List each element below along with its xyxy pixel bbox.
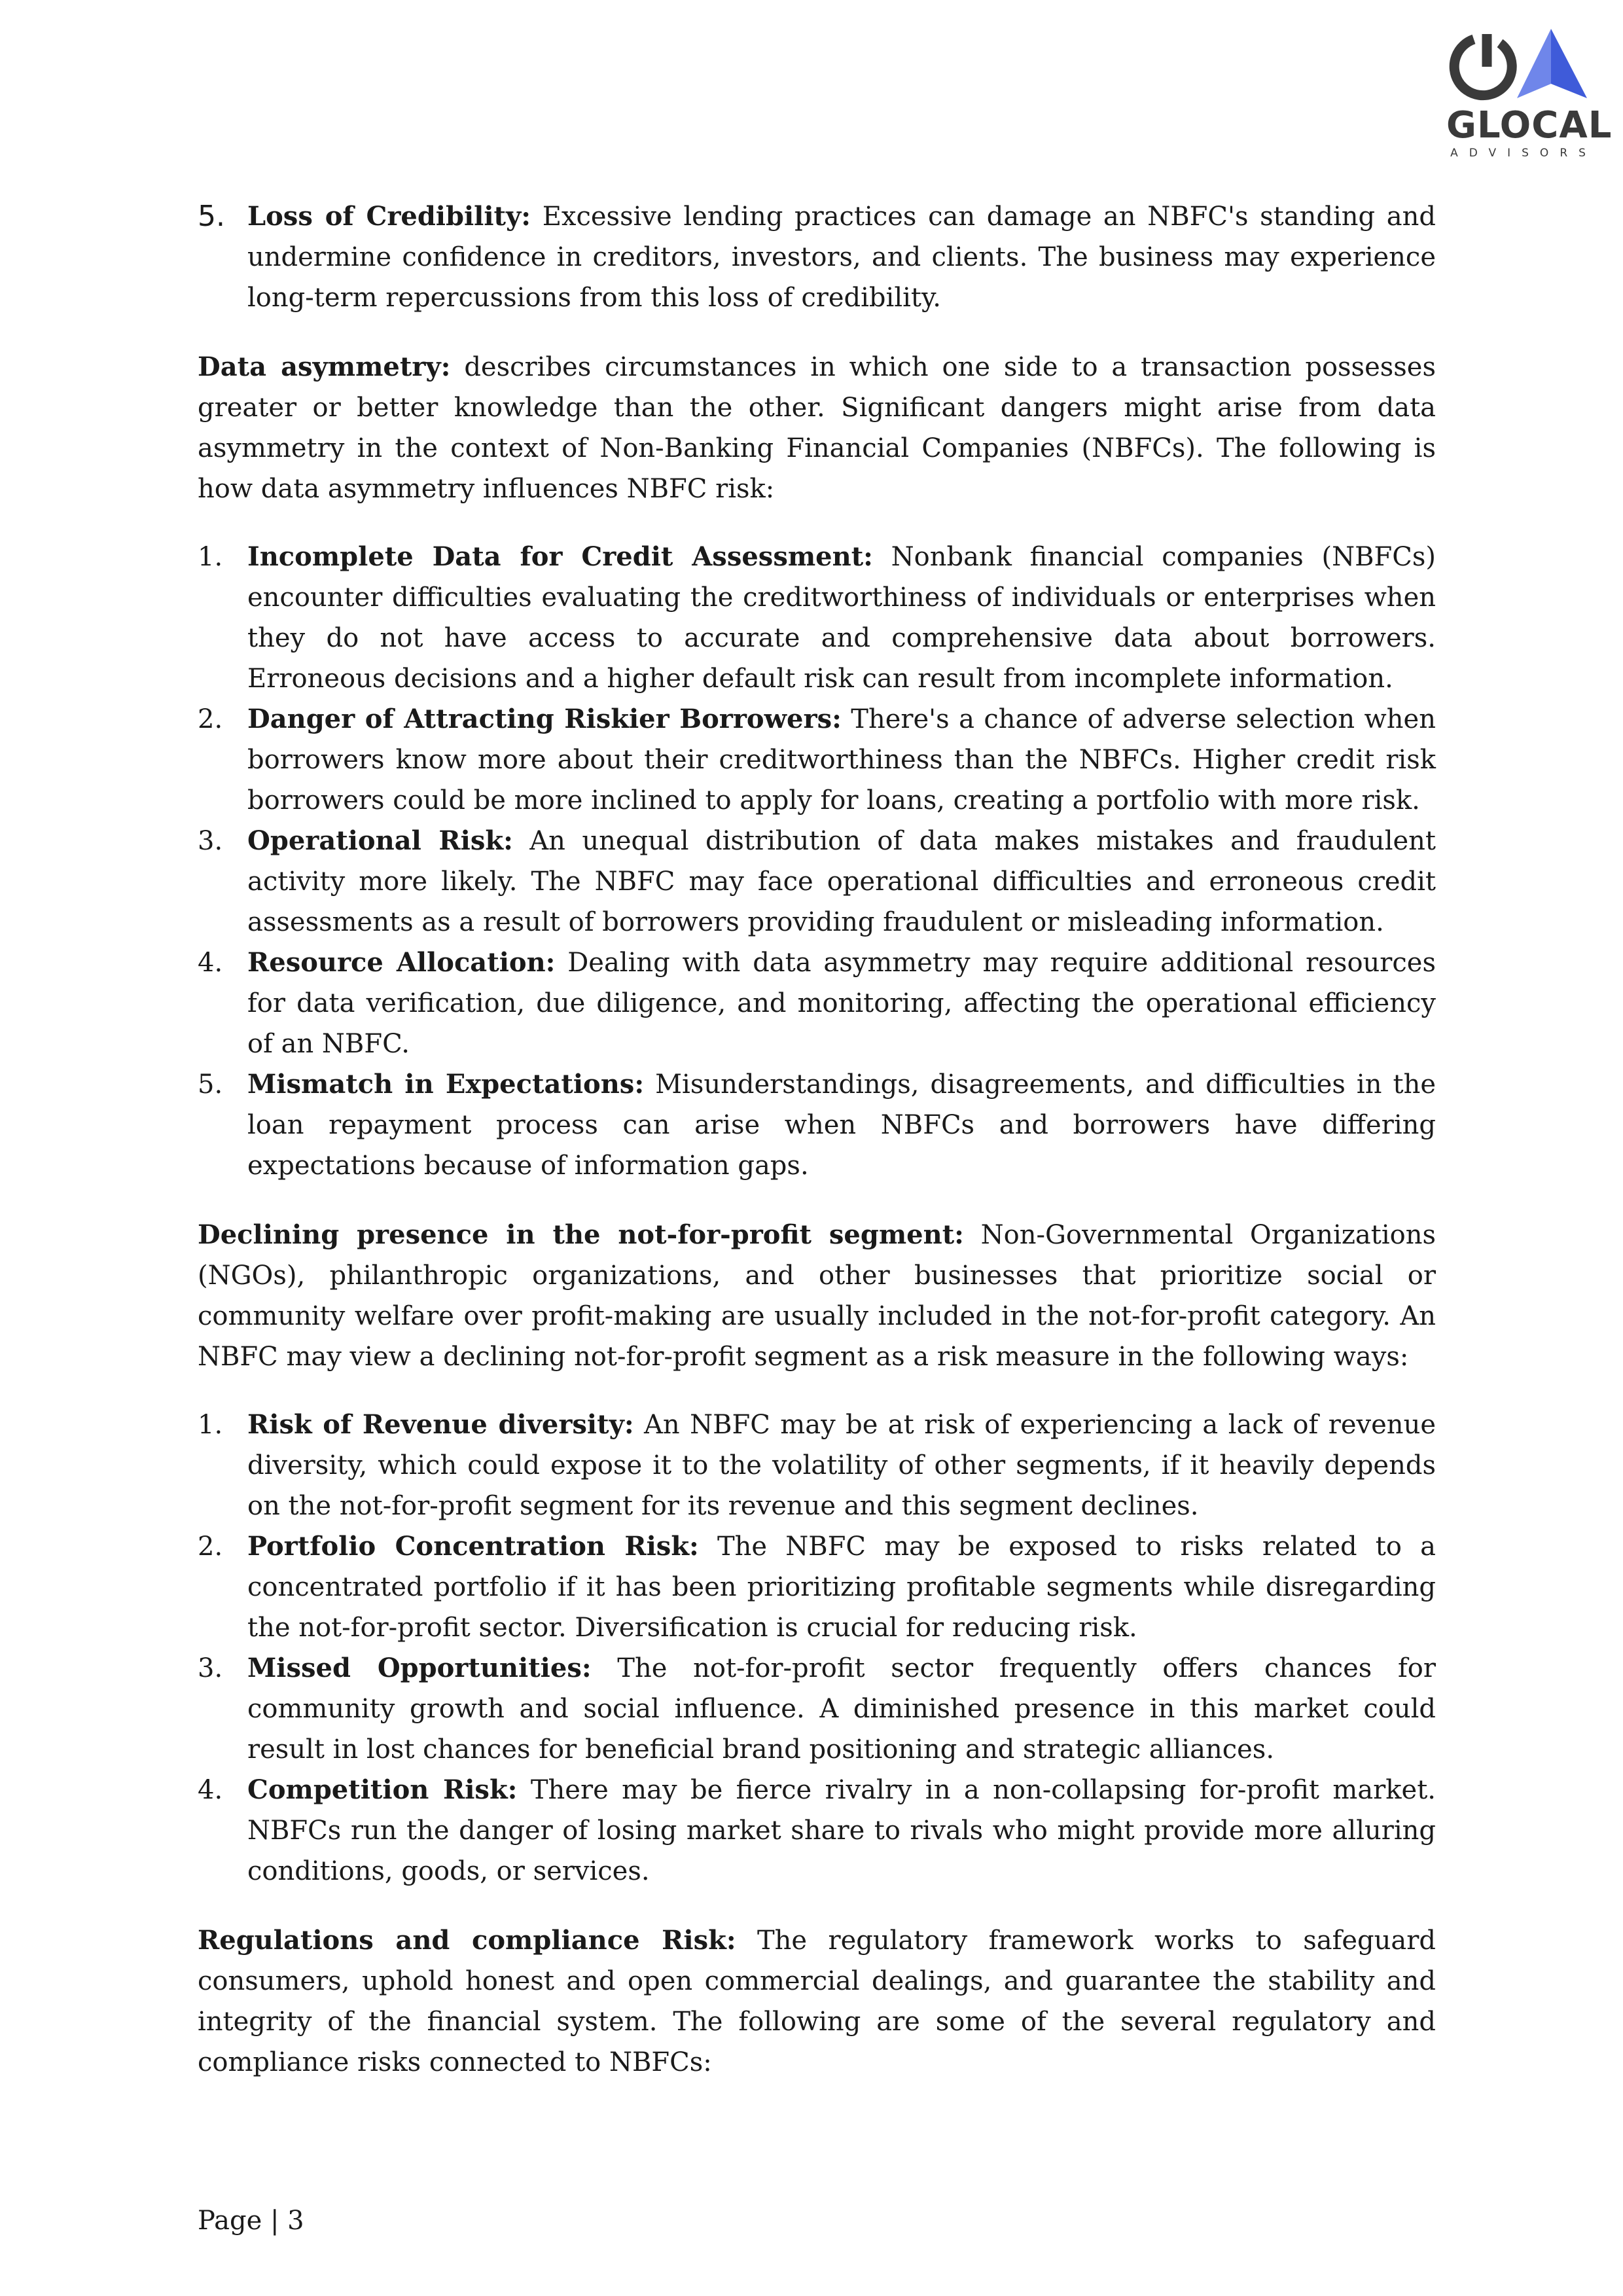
list-item [198,1770,1436,1892]
list-item-title: Mismatch in Expectations: [247,1069,645,1100]
document-body [198,196,1436,2083]
company-logo [1440,26,1613,160]
list-number: 2. [198,704,223,734]
list-item-text: There may be fierce rivalry in a non-collapsing for-profit market. NBFCs run the danger of losing market share to rivals who might provide more alluring conditions, goods, or services. [247,1775,1436,1886]
logo-wordmark: GLOCAL [1446,104,1613,147]
section-heading: Regulations and compliance Risk: [198,1925,736,1956]
list-item [198,537,1436,699]
list-item [198,1405,1436,1526]
list-number: 1. [198,1410,223,1440]
list-number: 5. [198,1069,223,1100]
list-item-text: An NBFC may be at risk of experiencing a lack of revenue diversity, which could expose it to the volatility of other segments, if it heavily depends on the not-for-profit segment for its revenue and this segment declines. [247,1410,1436,1521]
list-item [198,699,1436,821]
list-number: 3. [198,1653,223,1683]
logo-tagline: ADVISORS [1450,147,1597,160]
list-item-title: Missed Opportunities: [247,1653,592,1683]
power-circle-icon [1454,34,1512,96]
section-intro: Data asymmetry: describes circumstances in which one side to a transaction possesses greater or better knowledge than the other. Significant dangers might arise from data asymmetry in the context of Non-Banking Financial Companies (NBFCs). The following is how data asymmetry influences NBFC risk: [198,351,1436,504]
list-item-title: Competition Risk: [247,1774,518,1805]
list-item-text: An unequal distribution of data makes mistakes and fraudulent activity more likely. The NBFC may face operational difficulties and erroneous credit assessments as a result of borrowers providing fraudulent or misleading information. [247,826,1436,937]
list-number: 5. [198,200,225,233]
list-number: 3. [198,826,223,856]
section-intro: Regulations and compliance Risk: The regulatory framework works to safeguard consumers, uphold honest and open commercial dealings, and guarantee the stability and integrity of the financial system. The following are some of the several regulatory and compliance risks connected to NBFCs: [198,1925,1436,2077]
list-item-title: Incomplete Data for Credit Assessment: [247,541,873,572]
list-item-text: Excessive lending practices can damage an NBFC's standing and undermine confidence in creditors, investors, and clients. The business may experience long-term repercussions from this loss of credibility. [247,202,1436,313]
list-item-text: The NBFC may be exposed to risks related to a concentrated portfolio if it has been prioritizing profitable segments while disregarding the not-for-profit sector. Diversification is crucial for reducing risk. [247,1532,1436,1643]
list-number: 1. [198,542,223,572]
section-intro: Declining presence in the not-for-profit segment: Non-Governmental Organizations (NGOs), philanthropic organizations, and other businesses that prioritize social or community welfare over profit-making are usually included in the not-for-profit category. An NBFC may view a declining not-for-profit segment as a risk measure in the following ways: [198,1219,1436,1372]
section-heading: Declining presence in the not-for-profit segment: [198,1219,964,1250]
list-item [198,1526,1436,1648]
logo-mark [1440,26,1597,108]
list-item-title: Operational Risk: [247,825,513,856]
list-item-title: Risk of Revenue diversity: [247,1409,634,1440]
list-item-title: Danger of Attracting Riskier Borrowers: [247,704,842,734]
list-item-title: Portfolio Concentration Risk: [247,1531,699,1562]
list-item [198,1648,1436,1770]
list-item [198,942,1436,1064]
list-item-text: The not-for-profit sector frequently offers chances for community growth and social influence. A diminished presence in this market could result in lost chances for beneficial brand positioning and strategic alliances. [247,1653,1436,1765]
list-item [198,196,1436,318]
list-item-text: Dealing with data asymmetry may require additional resources for data verification, due diligence, and monitoring, affecting the operational efficiency of an NBFC. [247,948,1436,1059]
list-item-title: Loss of Credibility: [247,201,531,232]
list-item [198,1064,1436,1186]
list-item-text: Nonbank financial companies (NBFCs) encounter difficulties evaluating the creditworthiness of individuals or enterprises when they do not have access to accurate and comprehensive data about borrowers. Erroneous decisions and a higher default risk can result from incomplete information. [247,542,1436,694]
list-item-text: There's a chance of adverse selection when borrowers know more about their creditworthiness than the NBFCs. Higher credit risk borrowers could be more inclined to apply for loans, creating a portfolio with more risk. [247,704,1436,816]
list-number: 4. [198,1775,223,1805]
page-number: Page | 3 [198,2206,304,2236]
list-item-text: Misunderstandings, disagreements, and difficulties in the loan repayment process can arise when NBFCs and borrowers have differing expectations because of information gaps. [247,1069,1436,1181]
list-item [198,821,1436,942]
list-number: 2. [198,1532,223,1562]
section-heading: Data asymmetry: [198,351,451,382]
list-number: 4. [198,948,223,978]
arrow-triangle-icon [1517,29,1587,98]
list-item-title: Resource Allocation: [247,947,556,978]
